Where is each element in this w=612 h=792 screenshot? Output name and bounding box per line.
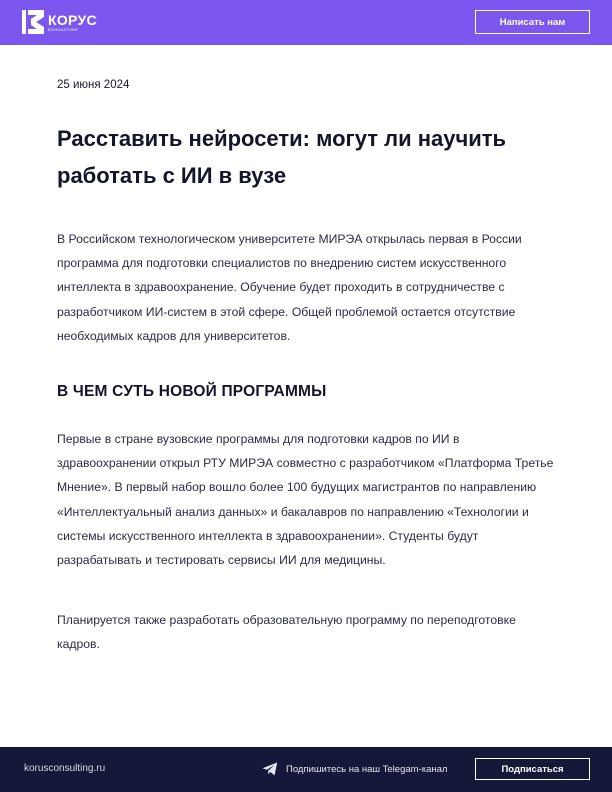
korus-logo[interactable]	[22, 10, 112, 36]
article-title: Расставить нейросети: могут ли научить работать с ИИ в вузе	[57, 126, 507, 188]
telegram-subscribe-text[interactable]: Подпишитесь на наш Telegam-канал	[286, 764, 448, 775]
article-date: 25 июня 2024	[57, 79, 130, 91]
article-paragraph-3: Планируется также разработать образовательную программу по переподготовке кадров.	[57, 613, 516, 652]
logo-name: КОРУС	[48, 12, 97, 28]
article-paragraph-2: Первые в стране вузовские программы для подготовки кадров по ИИ в здравоохранении открыл РТУ МИРЭА совместно с разработчиком «Платформа Третье Мнение». В первый набор вошло более 100 будущих магистрантов по направлению «Интеллектуальный анализ данных» и бакалавров по направлению «Технологии и системы искусственного интеллекта в здравоохранении». Студенты будут разрабатывать и тестировать сервисы ИИ для медицины.	[57, 432, 554, 568]
telegram-icon	[262, 762, 278, 776]
page-header	[0, 0, 612, 45]
page-footer	[0, 747, 612, 792]
subscribe-button[interactable]: Подписаться	[475, 758, 590, 780]
site-link[interactable]: korusconsulting.ru	[24, 763, 106, 774]
section-heading: В ЧЕМ СУТЬ НОВОЙ ПРОГРАММЫ	[57, 383, 327, 400]
korus-logo-icon	[22, 10, 44, 34]
write-to-us-button[interactable]: Написать нам	[475, 10, 590, 34]
article-paragraph-1: В Российском технологическом университете МИРЭА открылась первая в России программа для подготовки специалистов по внедрению систем искусственного интеллекта в здравоохранение. Обучение будет проходить в сотрудничестве с разработчиком ИИ-систем в этой сфере. Общей проблемой остается отсутствие необходимых кадров для университетов.	[57, 232, 522, 343]
logo-subtitle: КОНСАЛТИНГ	[48, 27, 79, 32]
